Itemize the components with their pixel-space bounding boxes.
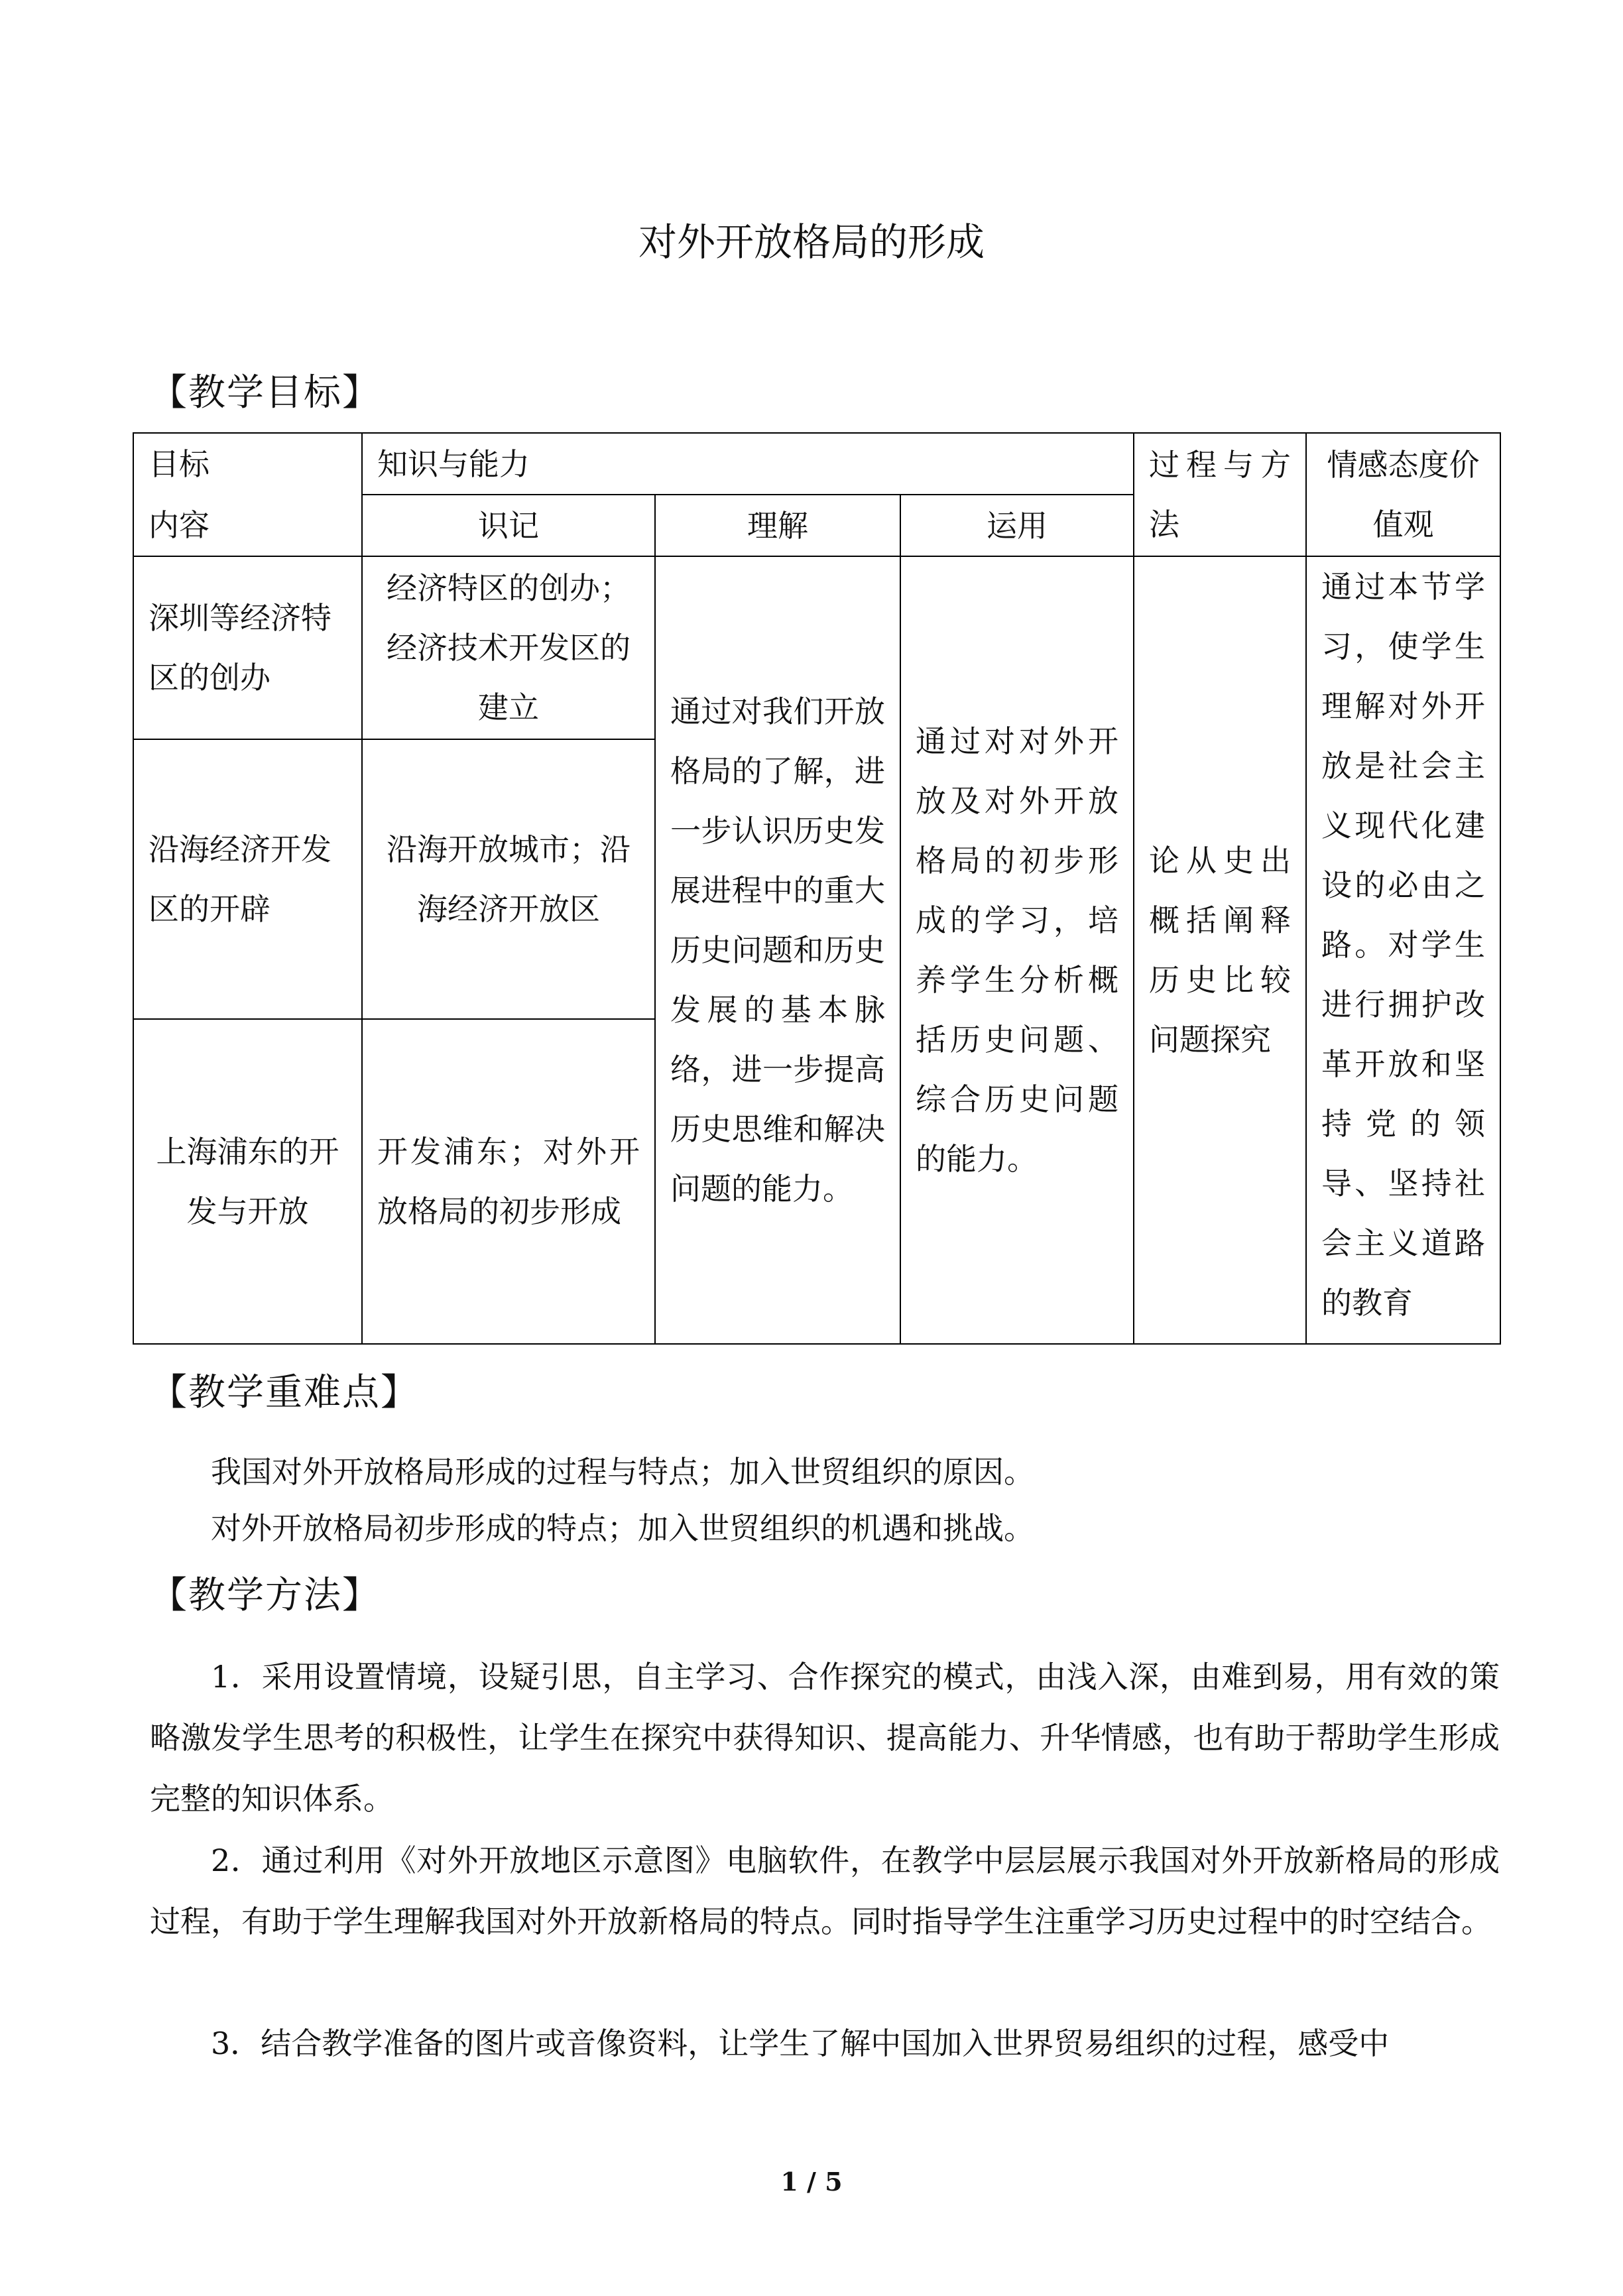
target-content-header <box>133 433 362 556</box>
section-heading-keypoints: 【教学重难点】 <box>150 1371 419 1414</box>
page-number: 1 / 5 <box>780 2167 843 2197</box>
understand-header: 理解 <box>655 495 900 556</box>
keypoint-line: 对外开放格局初步形成的特点；加入世贸组织的机遇和挑战。 <box>211 1510 1034 1546</box>
keypoint-line: 我国对外开放格局形成的过程与特点；加入世贸组织的原因。 <box>211 1454 1034 1490</box>
emotion-cell: 通过本节学习，使学生理解对外开放是社会主义现代化建设的必由之路。对学生进行拥护改革开放和坚持党的领导、坚持社会主义道路的教育 <box>1306 556 1500 1344</box>
memorize-header: 识记 <box>362 495 655 556</box>
topic-cell: 深圳等经济特区的创办 <box>133 556 362 739</box>
process-cell: 论从史出概括阐释历史比较问题探究 <box>1134 556 1306 1344</box>
memorize-cell: 经济特区的创办；经济技术开发区的建立 <box>362 556 655 739</box>
topic-cell: 沿海经济开发区的开辟 <box>133 739 362 1019</box>
apply-header: 运用 <box>900 495 1134 556</box>
document-title: 对外开放格局的形成 <box>638 219 985 265</box>
emotion-values-header: 情感态度价值观 <box>1306 433 1500 556</box>
table-row <box>133 556 1500 739</box>
memorize-cell: 沿海开放城市；沿海经济开放区 <box>362 739 655 1019</box>
section-heading-goals: 【教学目标】 <box>150 371 381 414</box>
memorize-cell: 开发浦东；对外开放格局的初步形成 <box>362 1019 655 1344</box>
target-label: 目标 <box>149 446 210 482</box>
apply-cell: 通过对对外开放及对外开放格局的初步形成的学习，培养学生分析概括历史问题、综合历史问题的能力。 <box>900 556 1134 1344</box>
content-label: 内容 <box>149 507 210 543</box>
goals-table <box>133 432 1501 1345</box>
understand-cell: 通过对我们开放格局的了解，进一步认识历史发展进程中的重大历史问题和历史发展的基本脉络，进一步提高历史思维和解决问题的能力。 <box>655 556 900 1344</box>
method-paragraph: 1．采用设置情境，设疑引思，自主学习、合作探究的模式，由浅入深，由难到易，用有效的策略激发学生思考的积极性，让学生在探究中获得知识、提高能力、升华情感，也有助于帮助学生形成完整的知识体系。 <box>150 1659 1500 1817</box>
method-paragraph: 3．结合教学准备的图片或音像资料，让学生了解中国加入世界贸易组织的过程，感受中 <box>211 2025 1390 2061</box>
section-heading-methods: 【教学方法】 <box>150 1574 381 1617</box>
knowledge-ability-header: 知识与能力 <box>362 433 1134 495</box>
topic-cell: 上海浦东的开发与开放 <box>133 1019 362 1344</box>
method-paragraph: 2．通过利用《对外开放地区示意图》电脑软件，在教学中层层展示我国对外开放新格局的形成过程，有助于学生理解我国对外开放新格局的特点。同时指导学生注重学习历史过程中的时空结合。 <box>150 1843 1500 1939</box>
table-header-row <box>133 433 1500 495</box>
process-method-header: 过程与方法 <box>1134 433 1306 556</box>
